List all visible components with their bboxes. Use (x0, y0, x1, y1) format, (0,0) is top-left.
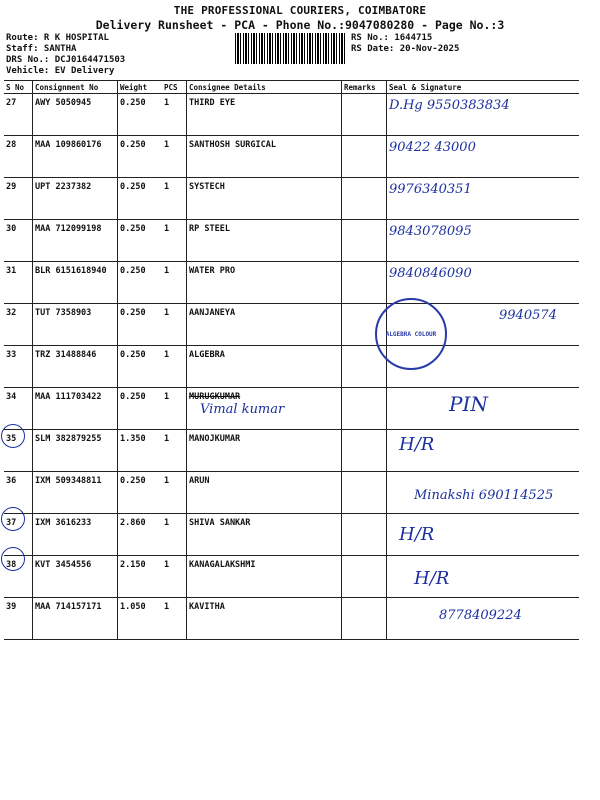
cell-consignee: KAVITHA (187, 598, 342, 640)
cell-remarks (342, 262, 387, 304)
cell-sno: 35 (4, 430, 33, 472)
table-row (4, 136, 579, 178)
cell-consignee: RP STEEL (187, 220, 342, 262)
cell-remarks (342, 94, 387, 136)
cell-pcs: 1 (162, 514, 187, 556)
runsheet-meta-right (351, 33, 459, 55)
table-row (4, 472, 579, 514)
table-row (4, 220, 579, 262)
route-text: Route: R K HOSPITAL (6, 33, 109, 43)
signature-text: 9976340351 (389, 182, 472, 197)
company-seal-stamp (375, 298, 447, 370)
cell-weight: 0.250 (118, 388, 163, 430)
cell-signature (387, 514, 580, 556)
table-row (4, 178, 579, 220)
cell-pcs: 1 (162, 430, 187, 472)
header-consignee: Consignee Details (187, 81, 342, 94)
page-title: THE PROFESSIONAL COURIERS, COIMBATORE (173, 4, 427, 17)
cell-signature (387, 388, 580, 430)
cell-weight: 1.350 (118, 430, 163, 472)
cell-consignee: ARUN (187, 472, 342, 514)
cell-consignee: MANOJKUMAR (187, 430, 342, 472)
runsheet-meta-left (6, 33, 125, 77)
table-row (4, 556, 579, 598)
cell-weight: 0.250 (118, 346, 163, 388)
stamp-text: ALGEBRA COLOUR (385, 330, 437, 338)
row-circle-mark (1, 547, 25, 571)
cell-sno: 39 (4, 598, 33, 640)
signature-text: D.Hg 9550383834 (389, 98, 510, 113)
cell-remarks (342, 178, 387, 220)
table-row (4, 262, 579, 304)
cell-weight: 0.250 (118, 136, 163, 178)
cell-weight: 0.250 (118, 94, 163, 136)
header-sno: S No (4, 81, 33, 94)
signature-text: 90422 43000 (389, 140, 476, 155)
row-circle-mark (1, 424, 25, 448)
table-row (4, 346, 579, 388)
signature-text: H/R (399, 434, 435, 455)
cell-consignment: TRZ 31488846 (33, 346, 118, 388)
cell-pcs: 1 (162, 220, 187, 262)
cell-signature (387, 178, 580, 220)
cell-sno: 38 (4, 556, 33, 598)
cell-consignment: UPT 2237382 (33, 178, 118, 220)
cell-remarks (342, 136, 387, 178)
rs-date-text: RS Date: 20-Nov-2025 (351, 44, 460, 54)
cell-sno: 36 (4, 472, 33, 514)
cell-consignee: AANJANEYA (187, 304, 342, 346)
signature-text: 9940574 (499, 308, 557, 323)
cell-signature (387, 430, 580, 472)
cell-pcs: 1 (162, 136, 187, 178)
cell-consignment: BLR 6151618940 (33, 262, 118, 304)
cell-signature (387, 136, 580, 178)
barcode (235, 33, 347, 64)
cell-consignee: SHIVA SANKAR (187, 514, 342, 556)
cell-sno: 28 (4, 136, 33, 178)
table-row (4, 430, 579, 472)
table-row (4, 94, 579, 136)
cell-pcs: 1 (162, 262, 187, 304)
cell-remarks (342, 556, 387, 598)
cell-consignee: MURUGKUMAR (187, 388, 342, 430)
cell-signature (387, 556, 580, 598)
signature-text: 9843078095 (389, 224, 472, 239)
table-row (4, 304, 579, 346)
cell-consignee: ALGEBRA (187, 346, 342, 388)
row-circle-mark (1, 507, 25, 531)
cell-weight: 2.860 (118, 514, 163, 556)
rs-no-text: RS No.: 1644715 (351, 33, 433, 43)
cell-consignment: AWY 5050945 (33, 94, 118, 136)
cell-sno: 32 (4, 304, 33, 346)
cell-weight: 0.250 (118, 304, 163, 346)
cell-pcs: 1 (162, 304, 187, 346)
cell-remarks (342, 220, 387, 262)
cell-weight: 1.050 (118, 598, 163, 640)
page-subtitle: Delivery Runsheet - PCA - Phone No.:9047080280 - Page No.:3 (95, 18, 505, 32)
cell-weight: 0.250 (118, 472, 163, 514)
cell-consignment: MAA 111703422 (33, 388, 118, 430)
cell-pcs: 1 (162, 388, 187, 430)
cell-consignee: THIRD EYE (187, 94, 342, 136)
signature-text: 9840846090 (389, 266, 472, 281)
cell-weight: 0.250 (118, 262, 163, 304)
cell-consignee: KANAGALAKSHMI (187, 556, 342, 598)
header-seal: Seal & Signature (387, 81, 580, 94)
handwritten-note: Vimal kumar (200, 402, 285, 417)
cell-signature (387, 472, 580, 514)
table-row (4, 388, 579, 430)
table-row (4, 514, 579, 556)
cell-signature (387, 94, 580, 136)
cell-remarks (342, 388, 387, 430)
cell-consignee: SANTHOSH SURGICAL (187, 136, 342, 178)
cell-consignment: TUT 7358903 (33, 304, 118, 346)
cell-pcs: 1 (162, 556, 187, 598)
cell-consignment: SLM 382879255 (33, 430, 118, 472)
cell-consignment: MAA 109860176 (33, 136, 118, 178)
cell-signature (387, 262, 580, 304)
cell-remarks (342, 514, 387, 556)
cell-consignment: IXM 509348811 (33, 472, 118, 514)
table-header-row (4, 81, 579, 94)
cell-sno: 29 (4, 178, 33, 220)
cell-consignment: IXM 3616233 (33, 514, 118, 556)
cell-consignment: MAA 712099198 (33, 220, 118, 262)
cell-consignment: KVT 3454556 (33, 556, 118, 598)
signature-text: Minakshi 690114525 (414, 488, 554, 503)
header-remarks: Remarks (342, 81, 387, 94)
cell-signature (387, 598, 580, 640)
cell-sno: 37 (4, 514, 33, 556)
cell-pcs: 1 (162, 94, 187, 136)
cell-weight: 2.150 (118, 556, 163, 598)
cell-signature (387, 220, 580, 262)
vehicle-text: Vehicle: EV Delivery (6, 66, 115, 76)
cell-remarks (342, 430, 387, 472)
cell-pcs: 1 (162, 472, 187, 514)
header-consignment: Consignment No (33, 81, 118, 94)
signature-text: 8778409224 (439, 608, 522, 623)
cell-pcs: 1 (162, 178, 187, 220)
cell-sno: 34 (4, 388, 33, 430)
cell-weight: 0.250 (118, 178, 163, 220)
signature-text: PIN (449, 392, 488, 416)
header-pcs: PCS (162, 81, 187, 94)
signature-text: H/R (399, 524, 435, 545)
cell-sno: 30 (4, 220, 33, 262)
cell-pcs: 1 (162, 598, 187, 640)
cell-consignment: MAA 714157171 (33, 598, 118, 640)
cell-remarks (342, 598, 387, 640)
cell-consignee: SYSTECH (187, 178, 342, 220)
runsheet-table (4, 80, 579, 640)
signature-text: H/R (414, 568, 450, 589)
header-weight: Weight (118, 81, 163, 94)
table-row (4, 598, 579, 640)
cell-sno: 31 (4, 262, 33, 304)
cell-pcs: 1 (162, 346, 187, 388)
cell-consignee: WATER PRO (187, 262, 342, 304)
cell-remarks (342, 472, 387, 514)
drs-text: DRS No.: DCJ0164471503 (6, 55, 126, 65)
cell-sno: 33 (4, 346, 33, 388)
cell-weight: 0.250 (118, 220, 163, 262)
staff-text: Staff: SANTHA (6, 44, 77, 54)
cell-sno: 27 (4, 94, 33, 136)
